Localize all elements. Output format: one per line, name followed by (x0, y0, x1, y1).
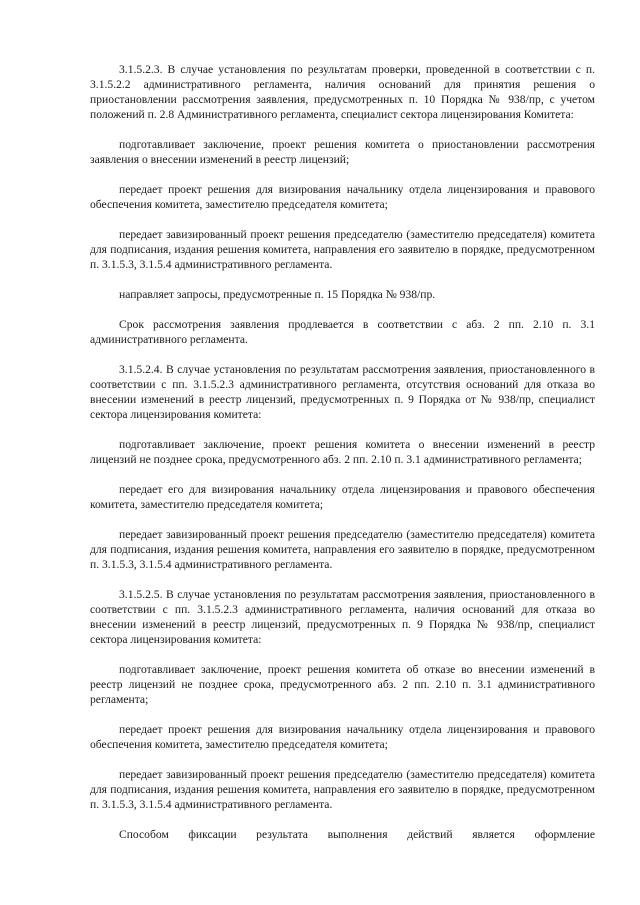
paragraph-transfer-for-signature: передает завизированный проект решения председателю (заместителю председателя) комитета для подписания, издания решения комитета, направления его заявителю в порядке, предусмотренном п. 3.1.5.3, 3.1.5.4 административного регламента. (90, 228, 595, 271)
paragraph-transfer-for-approval: передает проект решения для визирования начальнику отдела лицензирования и правового обеспечения комитета, заместителю председателя комитета; (90, 183, 595, 211)
paragraph-3-1-5-2-3: 3.1.5.2.3. В случае установления по результатам проверки, проведенной в соответствии с п. 3.1.5.2.2 административного регламента, наличия оснований для принятия решения о приостановлении рассмотрения заявления, предусмотренных п. 10 Порядка № 938/пр, с учетом положений п. 2.8 Административного регламента, специалист сектора лицензирования Комитета: (90, 63, 595, 121)
paragraph-transfer-for-approval-2: передает его для визирования начальнику отдела лицензирования и правового обеспечения комитета, заместителю председателя комитета; (90, 483, 595, 511)
paragraph-3-1-5-2-5: 3.1.5.2.5. В случае установления по результатам рассмотрения заявления, приостановленного в соответствии с пп. 3.1.5.2.3 административного регламента, наличия оснований для отказа во внесении изменений в реестр лицензий, предусмотренных п. 9 Порядка № 938/пр, специалист сектора лицензирования комитета: (90, 588, 595, 646)
paragraph-transfer-for-signature-2: передает завизированный проект решения председателю (заместителю председателя) комитета для подписания, издания решения комитета, направления его заявителю в порядке, предусмотренном п. 3.1.5.3, 3.1.5.4 административного регламента. (90, 528, 595, 571)
paragraph-transfer-for-signature-3: передает завизированный проект решения председателю (заместителю председателя) комитета для подписания, издания решения комитета, направления его заявителю в порядке, предусмотренном п. 3.1.5.3, 3.1.5.4 административного регламента. (90, 768, 595, 811)
paragraph-3-1-5-2-4: 3.1.5.2.4. В случае установления по результатам рассмотрения заявления, приостановленного в соответствии с пп. 3.1.5.2.3 административного регламента, отсутствия оснований для отказа во внесении изменений в реестр лицензий, предусмотренных п. 9 Порядка от № 938/пр, специалист сектора лицензирования комитета: (90, 363, 595, 421)
paragraph-prepare-conclusion-refusal: подготавливает заключение, проект решения комитета об отказе во внесении изменений в реестр лицензий не позднее срока, предусмотренного абз. 2 пп. 2.10 п. 3.1 административного регламента; (90, 663, 595, 706)
paragraph-fixation-method: Способом фиксации результата выполнения действий является оформление (119, 828, 595, 841)
paragraph-term-extension: Срок рассмотрения заявления продлевается в соответствии с абз. 2 пп. 2.10 п. 3.1 административного регламента. (90, 318, 595, 346)
document-body (90, 62, 595, 842)
paragraph-prepare-conclusion-changes: подготавливает заключение, проект решения комитета о внесении изменений в реестр лицензий не позднее срока, предусмотренного абз. 2 пп. 2.10 п. 3.1 административного регламента; (90, 438, 595, 466)
paragraph-send-requests: направляет запросы, предусмотренные п. 15 Порядка № 938/пр. (119, 288, 436, 301)
paragraph-prepare-conclusion-suspension: подготавливает заключение, проект решения комитета о приостановлении рассмотрения заявления о внесении изменений в реестр лицензий; (90, 138, 595, 166)
paragraph-transfer-for-approval-3: передает проект решения для визирования начальнику отдела лицензирования и правового обеспечения комитета, заместителю председателя комитета; (90, 723, 595, 751)
